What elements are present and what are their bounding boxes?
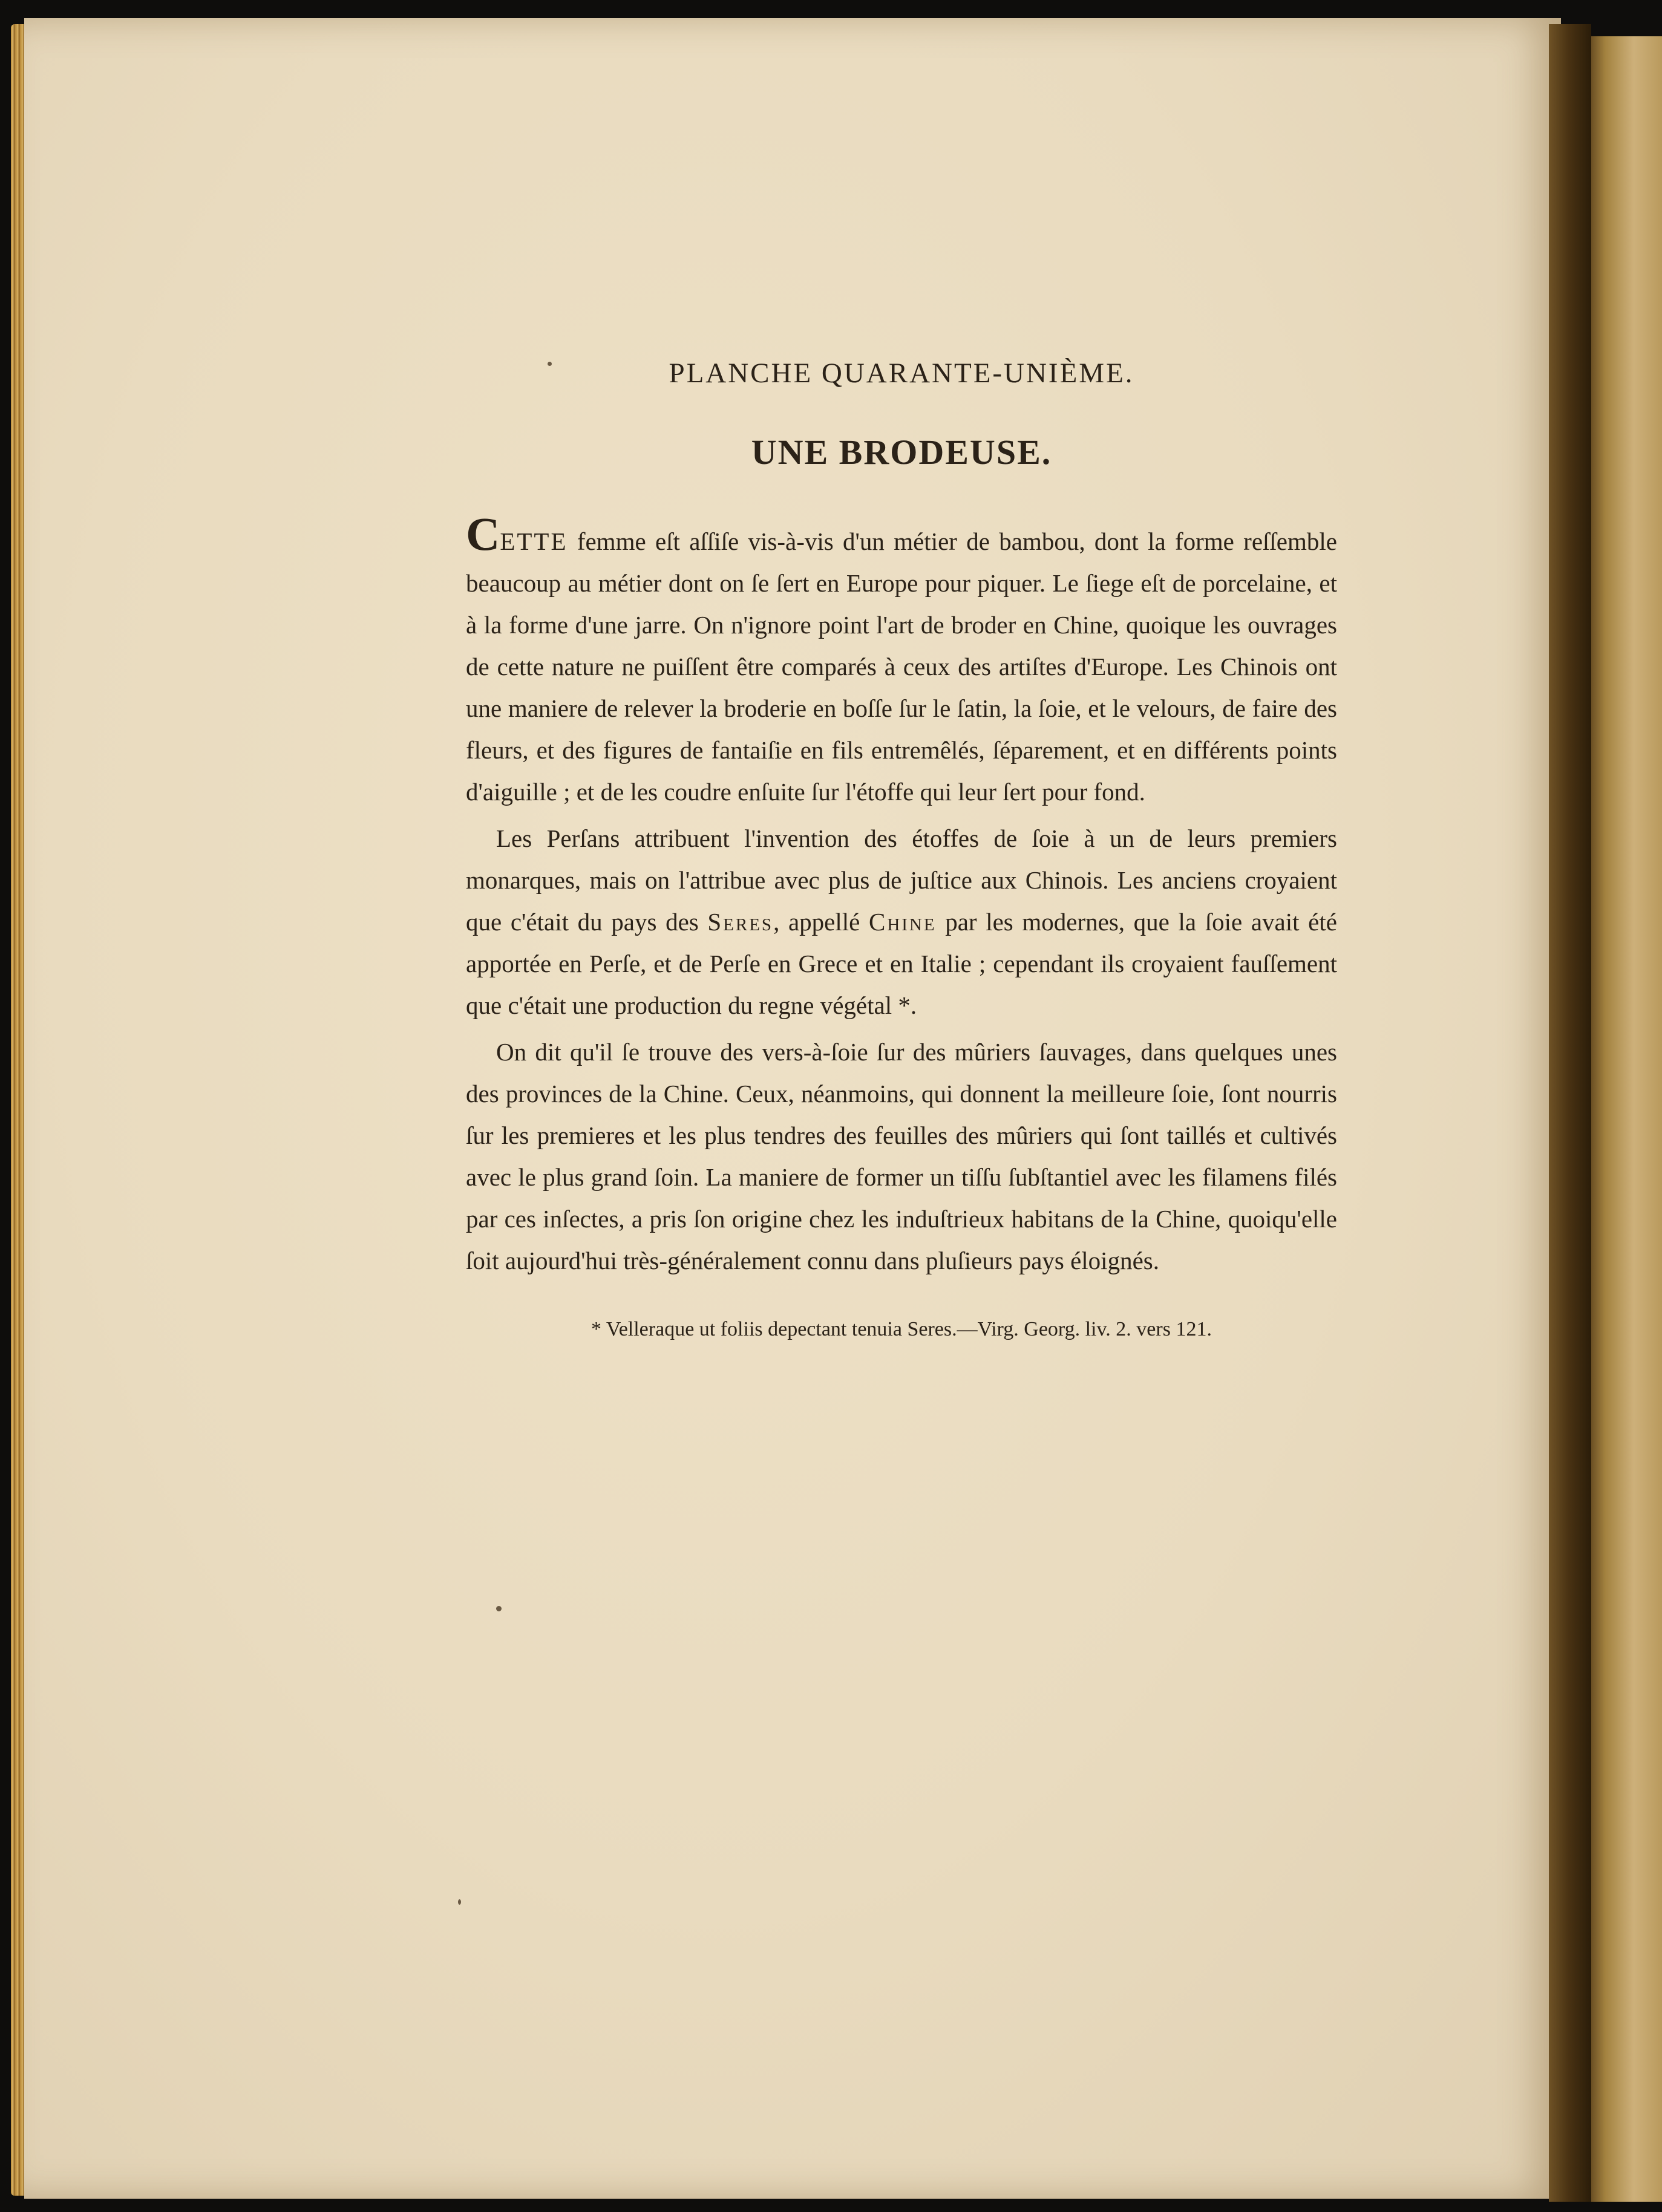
paragraph-3: On dit qu'il ſe trouve des vers-à-ſoie ſur des mûriers ſauvages, dans quelques unes des provinces de la Chine. Ceux, néanmoins, qui donnent la meilleure ſoie, ſont nourris ſur les premieres et les plus tendres des feuilles des mûriers qui ſont taillés et cultivés avec le plus grand ſoin. La maniere de former un tiſſu ſubſtantiel avec les filamens filés par ces inſectes, a pris ſon origine chez les induſtrieux habitans de la Chine, quoiqu'elle ſoit aujourd'hui très-généralement connu dans pluſieurs pays éloignés.	[466, 1038, 1337, 1274]
paragraph-2-text-c: par les modernes, que la ſoie avait été apportée en Perſe, et de Perſe en Grece et en Italie ; cependant ils croyaient fauſſement que c'était une production du regne végétal *.	[466, 908, 1337, 1019]
paper-speck	[458, 1899, 461, 1905]
paragraph-2-text-b: , appellé	[773, 908, 869, 936]
drop-cap: C	[466, 507, 500, 560]
facing-page-edge	[1591, 36, 1662, 2202]
paragraph-1-text: femme eſt aſſiſe vis-à-vis d'un métier de bambou, dont la forme reſſemble beaucoup au métier dont on ſe ſert en Europe pour piquer. Le ſiege eſt de porcelaine, et à la forme d'une jarre. On n'ignore point l'art de broder en Chine, quoique les ouvrages de cette nature ne puiſſent être comparés à ceux des artiſtes d'Europe. Les Chinois ont une maniere de relever la broderie en boſſe ſur le ſatin, la ſoie, et le velours, de faire des fleurs, et des figures de fantaiſie en fils entremêlés, ſéparement, et en différents points d'aiguille ; et de les coudre enſuite ſur l'étoffe qui leur ſert pour fond.	[466, 527, 1337, 806]
small-caps-chine: Chine	[868, 908, 937, 936]
page-title: UNE BRODEUSE.	[751, 432, 1052, 472]
gutter-shadow	[1549, 24, 1591, 2202]
plate-heading: PLANCHE QUARANTE-UNIÈME.	[669, 357, 1134, 389]
page-content	[466, 357, 1337, 1341]
paragraph-2	[466, 818, 1337, 1026]
small-caps-seres: Seres	[707, 908, 774, 936]
small-caps-opening: ETTE	[500, 527, 568, 555]
paragraph-2-text-a: Les Perſans attribuent l'invention des étoffes de ſoie à un de leurs premiers monarques, mais on l'attribue avec plus de juſtice aux Chinois. Les anciens croyaient que c'était du pays des	[466, 824, 1337, 936]
footnote: * Velleraque ut foliis depectant tenuia Seres.—Virg. Georg. liv. 2. vers 121.	[591, 1318, 1212, 1340]
paragraph-1	[466, 507, 1337, 813]
paper-speck	[496, 1606, 502, 1611]
